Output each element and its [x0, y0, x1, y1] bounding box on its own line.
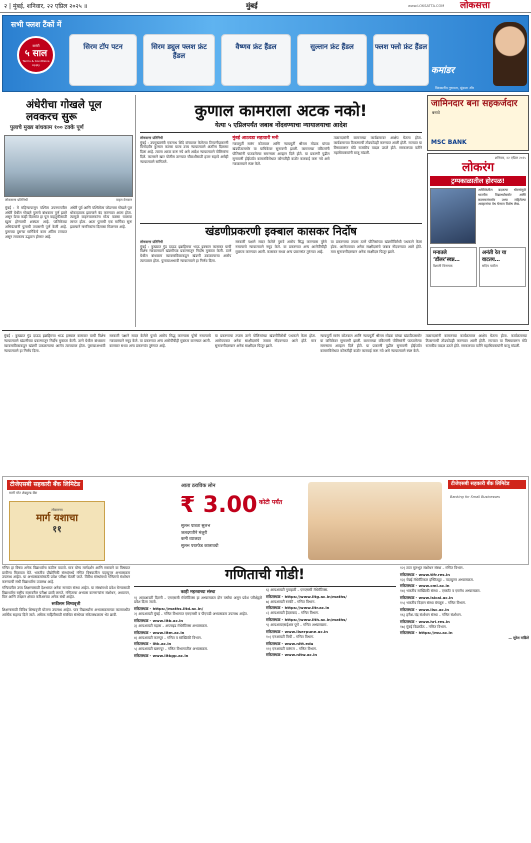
product-tank: सिरम ड्युल फ्लश फ्रंट हैंडल — [143, 34, 215, 86]
left-article — [2, 95, 136, 327]
brand-logo: कमांडर — [431, 66, 455, 76]
tjsb-logo-right: टीजेएसबी सहकारी बँक लिमिटेड — [448, 480, 526, 489]
tjsb-sub-right: Banking for Small Businesses — [450, 495, 500, 499]
site-link[interactable]: संकेतस्थळ - www.hri.res.in — [400, 618, 450, 624]
center-credit: लोकसत्ता प्रतिनिधी — [140, 136, 163, 141]
institutes-title: काही महत्त्वाच्या संस्था — [180, 590, 216, 595]
lokrang-text: अमेरिकेतील बदलत्या धोरणांमुळे भारतीय विद्यार्थ्यांसमोर आणि कामगारांसमोर उभ्या राहिलेल्या आव्हानांचा वेध घेणारा विशेष लेख. — [478, 188, 526, 207]
ad-headline: सभी फ्लश टैंकों में — [11, 20, 62, 29]
site-link[interactable]: संकेतस्थळ - www.iitkgp.ac.in — [134, 653, 189, 659]
msc-ad-headline: जामिनदार बना सहकर्जदार — [431, 99, 518, 109]
lower-col-3: या प्रकरणाचा तपास ठाणे पोलिसांच्या खंडणीविरोधी पथकाने केला होता. आरोपपत्रात अनेक साक्षीदारांचे जबाब नोंदवण्यात आले होते. मात्र सुनावणीदरम्यान अनेक साक्षीदार फितूर झाले. — [214, 334, 317, 348]
model-photo — [493, 22, 527, 86]
center-body-5: सरकारी पक्षाने सादर केलेले पुरावे आरोप सिद्ध करण्यास पुरेसे नसल्याचे न्यायालयाने नमूद केले. या प्रकरणात अन्य आरोपींचीही मुक्तता करण्यात आली. कासकर सध्या अन्य प्रकरणांत तुरुंगात आहे. — [235, 240, 327, 254]
bottom-text-1: गणित हा विषय अनेक विद्यार्थ्यांना कठीण वाटतो. मात्र योग्य मार्गदर्शन आणि सरावाने या विषयात प्रावीण्य मिळवता येते. भारतीय प्रौद्योगिकी संस्थांमध्ये गणित विषयातील पदव्युत्तर अभ्यासक्रम उपलब्ध आहेत. या अभ्यासक्रमांसाठी प्रवेश परीक्षा घेतली जाते. विविध संस्थांमध्ये गणिताचे संशोधन करण्याची संधी विद्यार्थ्यांना उपलब्ध आहे. — [2, 566, 130, 585]
teaser-1-author: वैशाली विनायक — [433, 263, 453, 268]
msc-bank-logo: MSC BANK — [431, 139, 467, 147]
badge-main: ५ साल — [24, 48, 48, 59]
badge-top: वारंटी — [32, 44, 40, 48]
bullet: जलदगतीने मंजुरी — [181, 529, 208, 535]
family-photo — [308, 482, 442, 560]
bridge-photo — [4, 135, 133, 197]
tjsb-logo-left: टीजेएसबी सहकारी बँक लिमिटेड — [7, 480, 83, 490]
list-item: ४) आयआयटी कानपूर – गणित व सांख्यिकी विभाग. — [134, 635, 202, 640]
marg-sub: लोकसत्ता — [51, 508, 63, 512]
bullet: सुलभ परतफेड कालावधी — [181, 543, 219, 549]
photo-caption: वाहन वेगवान — [116, 198, 132, 203]
lokrang-teaser-2[interactable] — [479, 247, 526, 287]
site-link[interactable]: संकेतस्थळ - www.cmi.ac.in — [400, 583, 450, 589]
list-item: ८) आयआयटी हैदराबाद – गणित विभाग. — [266, 611, 320, 616]
bottom-col-2 — [134, 588, 262, 841]
center-credit-2: लोकसत्ता प्रतिनिधी — [140, 240, 163, 245]
bottom-text-2: गणितातील उच्च शिक्षणासाठी देशभरात अनेक नामवंत संस्था आहेत. या संस्थांमध्ये प्रवेश घेण्यासाठी विद्यार्थ्यांना राष्ट्रीय स्तरावरील परीक्षा द्यावी लागते. गणिताचा अभ्यास करणाऱ्यांना संशोधन, अध्यापन, वित्त आणि तंत्रज्ञान क्षेत्रात करिअरच्या अनेक संधी आहेत. — [2, 585, 130, 600]
loan-post: कोटी पर्यंत — [259, 499, 283, 506]
list-item: ५) आयआयटी खरगपूर – गणित विभागातील अभ्यासक्रम. — [134, 647, 209, 652]
tjsb-sub-left: मल्टी स्टेट शेड्युल्ड बँक — [9, 491, 38, 495]
warranty-badge — [17, 36, 55, 74]
msc-bank-ad[interactable] — [427, 95, 529, 151]
site-link[interactable]: संकेतस्थळ - www.iisc.ac.in — [400, 606, 450, 612]
right-column — [427, 95, 529, 327]
site-link[interactable]: संकेतस्थळ - www.iiserpune.ac.in — [266, 628, 329, 634]
lokrang-box[interactable] — [427, 153, 529, 325]
bottom-col-3 — [266, 588, 396, 841]
header-url[interactable]: www.LOKSATTA.COM — [408, 4, 445, 8]
flush-tank-ad[interactable] — [2, 15, 529, 92]
bottom-col-4 — [400, 566, 529, 841]
bullet: सुलभ पात्रता सुलभ — [181, 523, 211, 528]
list-item: ११) एनआयटी वारंगल – गणित विभाग. — [266, 646, 318, 651]
list-item: ७) आयआयटी रुरकी – गणित विभाग. — [266, 599, 316, 604]
list-item: ९) आयआयएसईआर पुणे – गणित अभ्यासक्रम. — [266, 623, 328, 628]
inset-title: मुंबई आठवडा सहावारी मनी — [232, 136, 279, 142]
left-subhead: पुलाचे मुख्य बांधकाम १०० टक्के पूर्ण — [10, 125, 84, 132]
list-item: १३) चेन्नई मॅथेमॅटिकल इन्स्टिट्यूट – पदव्युत्तर अभ्यासक्रम. — [400, 577, 474, 582]
lower-col-2: सरकारी पक्षाने सादर केलेले पुरावे आरोप सिद्ध करण्यास पुरेसे नसल्याचे न्यायालयाने नमूद केले. या प्रकरणात अन्य आरोपींचीही मुक्तता करण्यात आली. कासकर सध्या अन्य प्रकरणांत तुरुंगात आहे. — [109, 334, 211, 348]
teaser-2-title: अनंती रेत या वाटतय… — [482, 250, 507, 264]
badge-note: Terms & Conditions Apply — [22, 59, 50, 67]
product-tank: सुल्तान फ्रंट हैंडल — [297, 34, 367, 86]
tjsb-bank-ad[interactable] — [2, 476, 529, 565]
list-item: २) आयआयटी मुंबई – गणित विभागात एमएससी व पीएचडी अभ्यासक्रम उपलब्ध आहेत. — [134, 612, 249, 617]
list-item: ६) आयआयटी गुवाहाटी – एमएससी मॅथेमॅटिक्स. — [266, 588, 329, 592]
msc-ad-sub: बनावे — [432, 109, 440, 115]
center-body-3: तक्रारदारांनी कामराच्या कार्यक्रमावर आक्षेप घेतला होता. कार्यक्रमाच्या ठिकाणाची तोडफोडही करण्यात आली होती. राज्यात या विषयावरून मोठे राजकीय वादळ उठले होते. सरकारच्या वतीने महाधिवक्त्यांनी बाजू मांडली. — [333, 136, 422, 155]
site-link[interactable]: संकेतस्थळ - https://www.iitg.ac.in/maths/ — [266, 593, 347, 599]
list-item: १५) भारतीय विज्ञान संस्था बंगळूरु – गणित विभाग. — [400, 601, 467, 606]
center-body-2: न्यायमूर्ती सारंग कोतवाल आणि न्यायमूर्ती श्रीराम मोडक यांच्या खंडपीठासमोर या याचिकेवर सुनावणी झाली. कामराच्या वकिलांनी पोलिसांनी पाठवलेल्या समन्सला आव्हान दिले होते. या प्रकरणी पुढील सुनावणी होईपर्यंत कामराविरोधात कोणतीही कठोर कारवाई करू नये असे न्यायालयाने स्पष्ट केले. — [232, 142, 330, 166]
site-link[interactable]: संकेतस्थळ - www.isical.ac.in — [400, 595, 453, 601]
teaser-2-author: सदिप पाटील — [482, 263, 498, 268]
article-author: — सुरेश वांडिले — [508, 636, 529, 641]
lokrang-banner: ट्रम्पकाळातील होरपळ! — [430, 176, 526, 186]
lower-news-band — [2, 330, 529, 474]
center-body-6: या प्रकरणाचा तपास ठाणे पोलिसांच्या खंडणीविरोधी पथकाने केला होता. आरोपपत्रात अनेक साक्षीदारांचे जबाब नोंदवण्यात आले होते. मात्र सुनावणीदरम्यान अनेक साक्षीदार फितूर झाले. — [330, 240, 422, 254]
lower-col-1: मुंबई : कुख्यात गुंड दाऊद इब्राहिमचा भाऊ इक्बाल कासकर याची विशेष न्यायालयाने खंडणीच्या प्रकरणातून निर्दोष मुक्तता केली. ठाणे येथील बांधकाम व्यावसायिकाकडून खंडणी उकळल्याचा आरोप त्याच्यावर होता. पुराव्याअभावी न्यायालयाने हा निर्णय दिला. — [4, 334, 106, 353]
marg-yashacha-box — [9, 501, 105, 561]
lower-col-4: न्यायमूर्ती सारंग कोतवाल आणि न्यायमूर्ती श्रीराम मोडक यांच्या खंडपीठासमोर या याचिकेवर सुनावणी झाली. कामराच्या वकिलांनी पोलिसांनी पाठवलेल्या समन्सला आव्हान दिले होते. या प्रकरणी पुढील सुनावणी होईपर्यंत कामराविरोधात कोणतीही कठोर कारवाई करू नये असे न्यायालयाने स्पष्ट केले. — [320, 334, 422, 353]
bottom-col-1 — [2, 566, 130, 841]
lokrang-date: शनिवार, २२ एप्रिल २०२५ — [494, 156, 526, 160]
marg-number: ११ — [52, 525, 62, 536]
center-headline: कुणाल कामराला अटक नको! — [194, 101, 368, 120]
bottom-section-title: सफीसम शिष्यवृत्ती — [51, 602, 81, 608]
bottom-article — [2, 566, 529, 841]
bottom-headline: गणिताची गोडी! — [134, 566, 396, 587]
lokrang-teaser-1[interactable] — [430, 247, 477, 287]
marg-title: मार्ग यशाचा — [36, 513, 78, 525]
site-link[interactable]: संकेतस्थळ - https://mu.ac.in — [400, 630, 453, 636]
list-item: १०) एनआयटी त्रिची – गणित विभाग. — [266, 634, 315, 639]
masthead-logo: लोकसत्ता — [460, 1, 490, 11]
loan-bullets — [181, 523, 218, 550]
site-link[interactable]: संकेतस्थळ - www.nitt.edu — [266, 640, 314, 646]
lokrang-title: लोकरंग — [461, 160, 495, 175]
page-header — [0, 0, 531, 13]
lokrang-photo — [430, 188, 476, 244]
site-link[interactable]: संकेतस्थळ - https://www.iith.ac.in/maths/ — [266, 617, 347, 623]
center-headline-2: खंडणीप्रकरणी इक्बाल कासकर निर्दोष — [140, 223, 422, 237]
list-item: १४) भारतीय सांख्यिकी संस्था – एमस्टॅट व एममॅथ अभ्यासक्रम. — [400, 589, 481, 594]
center-article — [140, 95, 422, 327]
site-link[interactable]: संकेतस्थळ - https://www.iitr.ac.in — [266, 605, 330, 611]
loan-pre: आता ठराविक लोन — [181, 483, 216, 489]
left-headline: अंधेरीचा गोखले पूल लवकरच सुरू — [26, 99, 102, 124]
list-item: १६) हरीश-चंद्र संशोधन संस्था – गणित संशोधन. — [400, 612, 462, 617]
site-link[interactable]: संकेतस्थळ - iitk.ac.in — [134, 641, 172, 647]
product-tank: सिरम टॉप पटन — [69, 34, 137, 86]
list-item: १७) मुंबई विद्यापीठ – गणित विभाग. — [400, 624, 447, 629]
ad-tagline: विश्वसनीय गुणवत्ता, सुंदरता और — [435, 86, 474, 90]
list-item: १२) टाटा मूलभूत संशोधन संस्था – गणित विभाग. — [400, 566, 464, 570]
lower-col-5: तक्रारदारांनी कामराच्या कार्यक्रमावर आक्षेप घेतला होता. कार्यक्रमाच्या ठिकाणाची तोडफोडही करण्यात आली होती. राज्यात या विषयावरून मोठे राजकीय वादळ उठले होते. सरकारच्या वतीने महाधिवक्त्यांनी बाजू मांडली. — [425, 334, 528, 348]
header-city: मुंबई — [246, 2, 258, 10]
center-body-1: मुंबई : उपमुख्यमंत्री एकनाथ शिंदे यांच्यावर केलेल्या टिप्पणीप्रकरणी विनोदवीर कुणाल कामरा याला उच्च न्यायालयाने अंतरिम दिलासा दिला आहे. त्याला अटक करू नये असे आदेश न्यायालयाने पोलिसांना दिले. कामराने खार पोलीस ठाण्यात चौकशीसाठी हजर राहावे असेही न्यायालयाने सांगितले. — [140, 140, 229, 164]
site-link[interactable]: संकेतस्थळ - www.iitm.ac.in — [134, 629, 185, 635]
bottom-text-3: शिक्षणासाठी विविध शिष्यवृत्ती योजना उपलब्ध आहेत. पात्र विद्यार्थ्यांना अभ्यासक्रमाच्या कालावधीत आर्थिक सहाय्य दिले जाते. अधिक माहितीसाठी संबंधित संस्थेच्या संकेतस्थळाला भेट द्यावी. — [2, 607, 130, 617]
loan-amount: ₹ 3.00 — [180, 493, 258, 518]
site-link[interactable]: संकेतस्थळ - www.tifr.res.in — [400, 571, 450, 577]
site-link[interactable]: संकेतस्थळ - www.nitw.ac.in — [266, 652, 318, 658]
center-body-4: मुंबई : कुख्यात गुंड दाऊद इब्राहिमचा भाऊ इक्बाल कासकर याची विशेष न्यायालयाने खंडणीच्या प्रकरणातून निर्दोष मुक्तता केली. ठाणे येथील बांधकाम व्यावसायिकाकडून खंडणी उकळल्याचा आरोप त्याच्यावर होता. पुराव्याअभावी न्यायालयाने हा निर्णय दिला. — [140, 244, 232, 264]
list-item: ३) आयआयटी मद्रास – अप्लाइड मॅथेमॅटिक्स अभ्यासक्रम. — [134, 623, 209, 628]
bullet: कमी व्याजदर — [181, 536, 202, 542]
product-tank: वैष्णव फ्रंट हैंडल — [221, 34, 291, 86]
product-tank: फ्लश फ्लो फ्रंट हैंडल — [373, 34, 429, 86]
teaser-1-title: मनातले ‘डॉलर’स्वप्न… — [433, 250, 460, 264]
left-body-2: अंधेरी पूर्व आणि पश्चिमेला जोडणारा गोखले पूल धोकादायक झाल्याने बंद करण्यात आला होता. त्यामुळे वाहनचालकांना मोठा वळसा घालावा लागत होता. आता पुलाची एक मार्गिका सुरू झाल्याने नागरिकांना दिलासा मिळणार आहे. — [70, 205, 133, 230]
list-item: १) आयआयटी दिल्ली – एमएससी मॅथेमॅटिक्स हा अभ्यासक्रम दोन वर्षांचा असून प्रवेश परीक्षेद्वारे प्रवेश दिला जातो. — [134, 595, 262, 605]
center-subhead: येत्या ५ एप्रिलपर्यंत जबाब नोंदवण्याचा न्यायालयाचा आदेश — [140, 122, 422, 133]
site-link[interactable]: संकेतस्थळ - https://maths.iitd.ac.in/ — [134, 606, 204, 612]
photo-credit: लोकसत्ता प्रतिनिधी — [5, 198, 28, 203]
site-link[interactable]: संकेतस्थळ - www.iitb.ac.in — [134, 617, 184, 623]
header-date: २ | मुंबई, शनिवार, २२ एप्रिल २०२५ ॥ — [4, 3, 88, 10]
left-body-1: मुंबई : मे महिन्यापासून पश्चिम उपनगरातील अंधेरी येथील गोखले पुलाचे बांधकाम पूर्ण झाले असून येत्या काही दिवसांत हा पूल वाहतुकीसाठी खुला होण्याची शक्यता आहे. पालिकेच्या अभियंत्यांनी पुलाची तपासणी पूर्ण केली आहे. पुलाच्या दुसऱ्या मार्गिकेचे काम अंतिम टप्प्यात असून लवकरच उद्घाटन होणार आहे. — [5, 205, 67, 239]
